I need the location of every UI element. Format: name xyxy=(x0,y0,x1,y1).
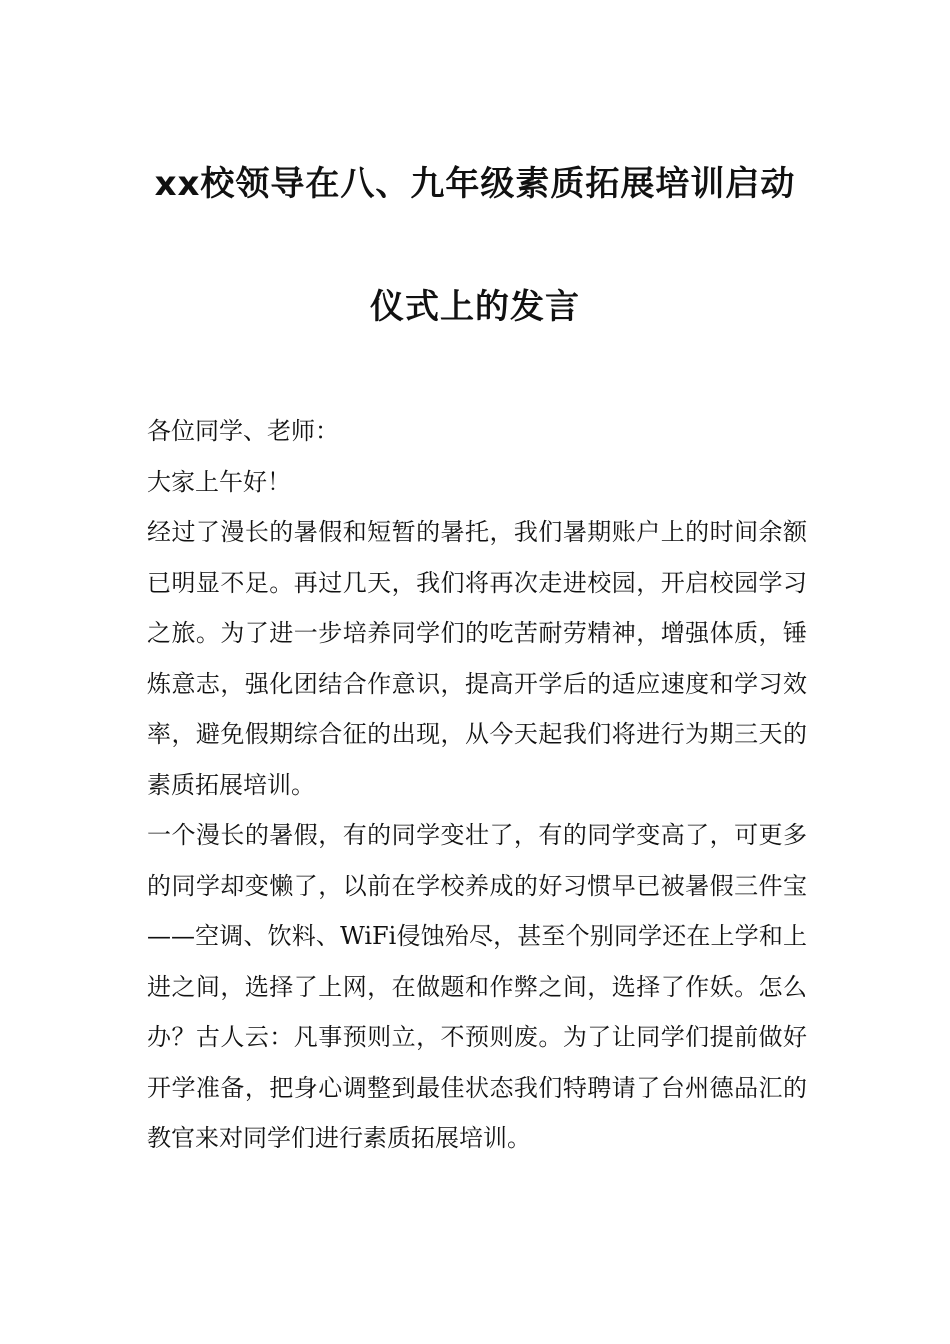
document-title-line-1: xx校领导在八、九年级素质拓展培训启动 xyxy=(154,164,796,204)
document-body xyxy=(147,406,807,1164)
document-title-line-2: 仪式上的发言 xyxy=(370,287,580,327)
body-paragraph: 一个漫长的暑假，有的同学变壮了，有的同学变高了，可更多的同学却变懒了，以前在学校养成的好习惯早已被暑假三件宝——空调、饮料、WiFi侵蚀殆尽，甚至个别同学还在上学和上进之间，选择了上网，在做题和作弊之间，选择了作妖。怎么办？古人云：凡事预则立，不预则废。为了让同学们提前做好开学准备，把身心调整到最佳状态我们特聘请了台州德品汇的教官来对同学们进行素质拓展培训。 xyxy=(147,821,807,1152)
salutation-paragraph: 各位同学、老师： xyxy=(147,417,339,445)
body-paragraph: 经过了漫长的暑假和短暂的暑托，我们暑期账户上的时间余额已明显不足。再过几天，我们将再次走进校园，开启校园学习之旅。为了进一步培养同学们的吃苦耐劳精神，增强体质，锤炼意志，强化团结合作意识，提高开学后的适应速度和学习效率，避免假期综合征的出现，从今天起我们将进行为期三天的素质拓展培训。 xyxy=(147,518,807,799)
greeting-paragraph: 大家上午好！ xyxy=(147,467,291,496)
